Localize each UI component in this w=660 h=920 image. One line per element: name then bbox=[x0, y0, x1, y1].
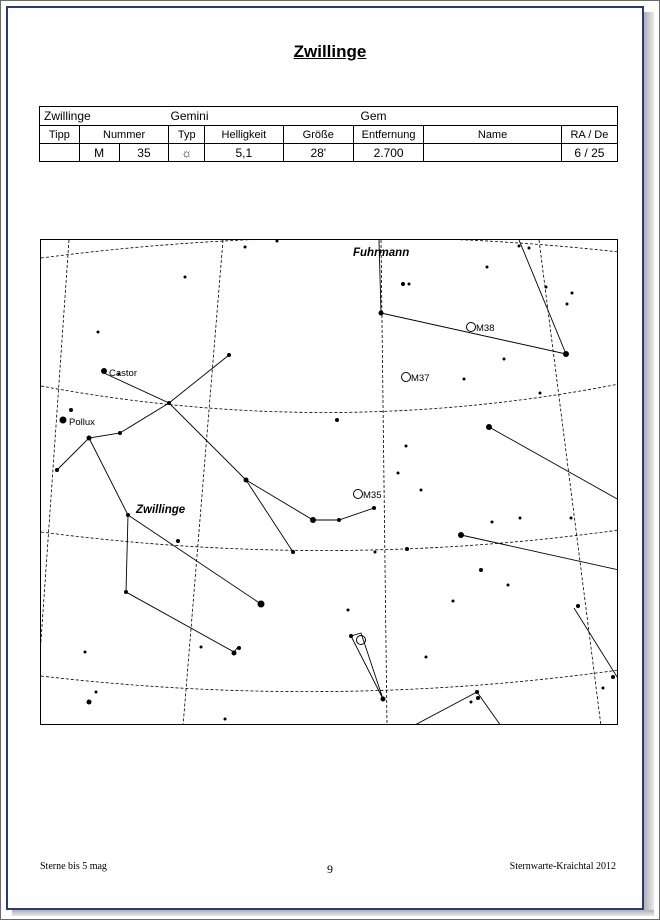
constellation-abbreviation: Gem bbox=[360, 108, 387, 123]
header-entfernung: Entfernung bbox=[353, 126, 423, 144]
page-shadow-bottom bbox=[12, 910, 654, 916]
grid-ra-line bbox=[539, 240, 601, 725]
cell-ra-dec: 6 / 25 bbox=[561, 144, 617, 162]
header-helligkeit: Helligkeit bbox=[205, 126, 283, 144]
cell-type-symbol: ☼ bbox=[169, 144, 205, 162]
m35-marker bbox=[354, 490, 363, 499]
grid-declination-line bbox=[41, 240, 618, 258]
constellation-name-latin: Gemini bbox=[170, 109, 209, 123]
m38-marker bbox=[467, 323, 476, 332]
cell-name bbox=[424, 144, 562, 162]
cell-magnitude: 5,1 bbox=[205, 144, 283, 162]
zwillinge-figure-line bbox=[104, 373, 374, 520]
grid-ra-line bbox=[183, 240, 223, 725]
zwillinge-figure-line bbox=[57, 355, 229, 470]
figure-line bbox=[461, 535, 618, 570]
grid-declination-line bbox=[41, 670, 618, 692]
star-chart bbox=[40, 239, 618, 725]
cell-number: 35 bbox=[119, 144, 169, 162]
figure-line bbox=[489, 427, 618, 500]
header-tipp: Tipp bbox=[40, 126, 80, 144]
zwillinge-figure-line bbox=[246, 480, 293, 552]
grid-declination-line bbox=[41, 384, 618, 413]
label-m35: M35 bbox=[363, 490, 382, 501]
figure-line bbox=[351, 633, 383, 699]
deep-sky-objects bbox=[354, 323, 476, 645]
object-row bbox=[40, 144, 618, 162]
label-zwillinge: Zwillinge bbox=[136, 504, 186, 516]
page-number: 9 bbox=[327, 862, 333, 876]
cell-catalog: M bbox=[79, 144, 119, 162]
stars bbox=[55, 240, 618, 721]
footer-credit: Sternwarte-Kraichtal 2012 bbox=[509, 861, 616, 872]
label-m37: M37 bbox=[411, 373, 430, 384]
object-info-table bbox=[39, 106, 618, 162]
constellation-name-de: Zwillinge bbox=[44, 109, 91, 123]
header-typ: Typ bbox=[169, 126, 205, 144]
header-nummer: Nummer bbox=[79, 126, 169, 144]
page-title: Zwillinge bbox=[293, 42, 367, 61]
label-m38: M38 bbox=[476, 323, 495, 334]
header-groesse: Größe bbox=[283, 126, 353, 144]
label-fuhrmann: Fuhrmann bbox=[353, 247, 410, 259]
cell-size: 28' bbox=[283, 144, 353, 162]
header-name: Name bbox=[424, 126, 562, 144]
zwillinge-figure-line bbox=[89, 438, 238, 652]
constellation-row bbox=[40, 107, 618, 126]
cell-distance: 2.700 bbox=[353, 144, 423, 162]
header-row bbox=[40, 126, 618, 144]
constellation-lines bbox=[57, 240, 618, 725]
label-pollux: Pollux bbox=[69, 417, 95, 428]
label-castor: Castor bbox=[109, 368, 137, 379]
page-shadow-right bbox=[644, 12, 654, 914]
figure-line bbox=[413, 692, 477, 725]
grid-ra-line bbox=[41, 240, 69, 725]
cluster-marker bbox=[357, 636, 366, 645]
cell-tipp bbox=[40, 144, 80, 162]
figure-line bbox=[477, 692, 501, 725]
footer-note: Sterne bis 5 mag bbox=[40, 861, 107, 872]
header-ra-de: RA / De bbox=[561, 126, 617, 144]
coordinate-grid bbox=[41, 240, 618, 725]
figure-line bbox=[574, 608, 618, 680]
m37-marker bbox=[402, 373, 411, 382]
